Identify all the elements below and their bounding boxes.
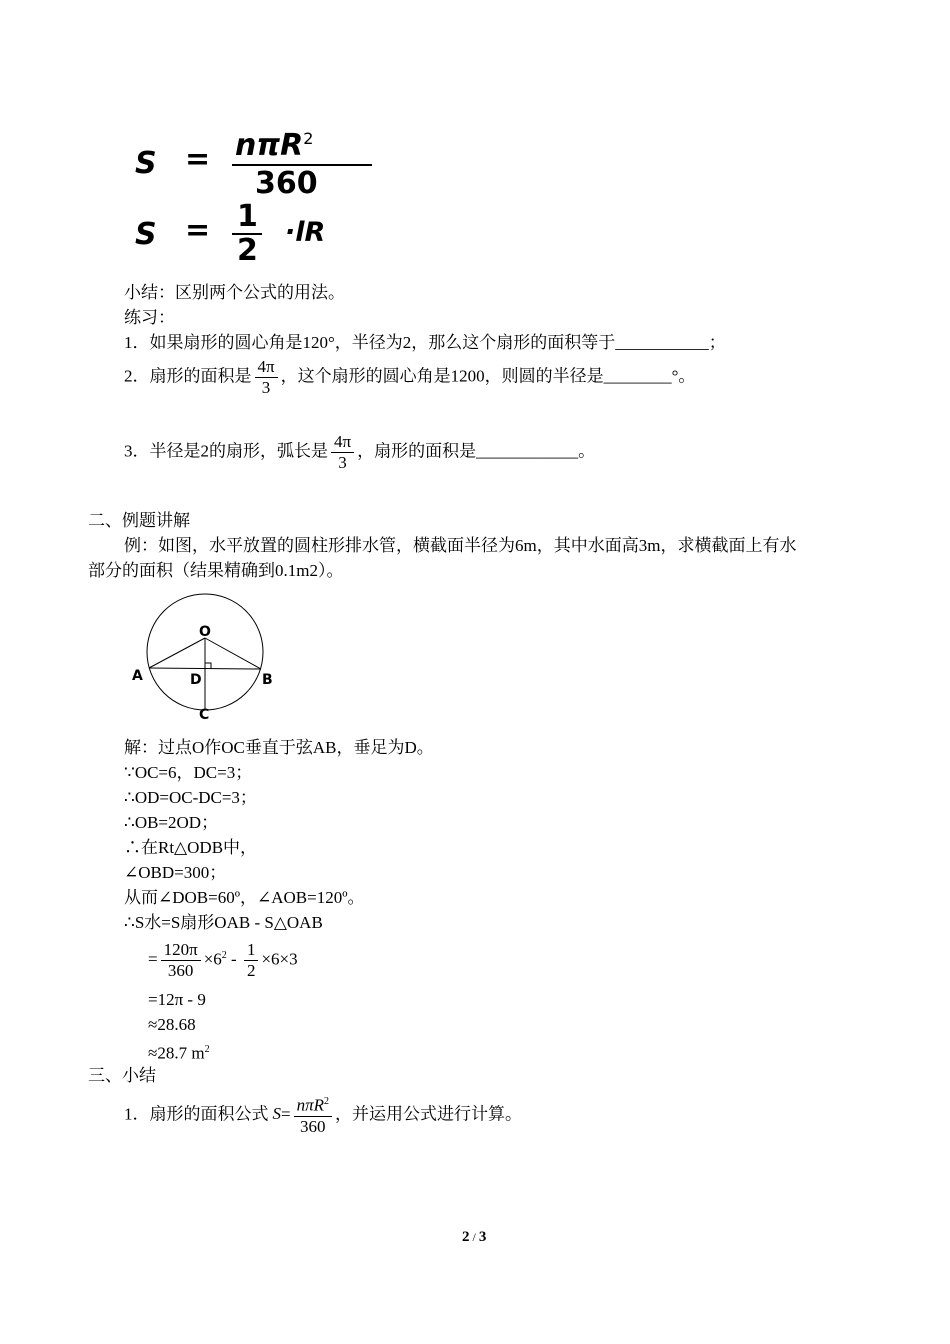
exercise-3-fraction: $\frac{4\pi}{3}$ xyxy=(331,432,354,473)
exercise-3: 3．半径是2的扇形，弧长是 $\frac{4\pi}{3}$ ，扇形的面积是____________。 xyxy=(124,432,596,472)
practice-heading: 练习： xyxy=(124,308,175,327)
label-c: C xyxy=(199,707,210,723)
calculation-line-1: = $\frac{120\pi}{360}$ $\times 6^2$ - $\frac{1}{2}$ ×6×3 xyxy=(148,940,298,980)
label-b: B xyxy=(262,672,273,688)
summary-item-1: 1．扇形的面积公式 S= $\frac{n\pi R^2}{360}$ ，并运用公式进行计算。 xyxy=(124,1092,522,1137)
summary-note: 小结：区别两个公式的用法。 xyxy=(124,283,345,302)
exercise-2: 2．扇形的面积是 $\frac{4\pi}{3}$ ，这个扇形的圆心角是1200，则圆的半径是________°。 xyxy=(124,357,696,397)
radius-oa xyxy=(149,638,205,668)
section-3-heading: 三、小结 xyxy=(88,1066,156,1085)
solution-step-8: ∴S水=S扇形OAB - S△OAB xyxy=(124,913,323,932)
section-2-heading: 二、例题讲解 xyxy=(88,511,190,530)
summary-fraction: $\frac{n\pi R^2}{360}$ xyxy=(294,1092,332,1137)
solution-step-2: ∵OC=6，DC=3； xyxy=(124,763,253,782)
exercise-1: 1．如果扇形的圆心角是120°，半径为2，那么这个扇形的面积等于___________； xyxy=(124,333,726,352)
calculation-line-3: ≈28.68 xyxy=(148,1015,196,1034)
label-o: O xyxy=(199,624,211,640)
label-d: D xyxy=(190,672,202,688)
solution-step-1: 解：过点O作OC垂直于弦AB，垂足为D。 xyxy=(124,738,434,757)
solution-step-4: ∴OB=2OD； xyxy=(124,813,219,832)
circle-diagram xyxy=(125,590,295,730)
solution-step-7: 从而∠DOB=60º，∠AOB=120º。 xyxy=(124,888,365,907)
radius-ob xyxy=(205,638,261,669)
formula1-numerator: nπR$^2$ xyxy=(235,128,314,163)
label-a: A xyxy=(132,668,143,684)
calc1-fraction-1: $\frac{120\pi}{360}$ xyxy=(161,940,201,981)
exercise-2-fraction: $\frac{4\pi}{3}$ xyxy=(255,357,278,398)
solution-step-6: ∠OBD=300； xyxy=(124,863,227,882)
solution-step-5: ∴在Rt△ODB中， xyxy=(124,838,258,857)
calculation-line-2: =12π - 9 xyxy=(148,990,206,1009)
example-text-line-2: 部分的面积（结果精确到0.1m2）。 xyxy=(88,561,344,580)
calc1-fraction-2: $\frac{1}{2}$ xyxy=(244,940,259,981)
calculation-line-4: ≈28.7 $m^2$ xyxy=(148,1043,210,1063)
page-number: 2 / 3 xyxy=(462,1229,487,1245)
document-page: S = nπR$^2$ 360 S = 1 2 ·lR 小结：区别两个公式的用法。 练习： 1．如果扇形的圆心角是120°，半径为2，那么这个扇形的面积等于___________； 2．扇形的面积是 $\frac{4\pi}{3}$ ，这个扇形的圆心角是1200，则圆的半径是________°。 3．半径是2的扇形，弧长是 $\frac{4\pi}{3}$ ，扇形的面积是____________。 二、例题讲解 例：如图，水平放置的圆柱形排水管，横截面半径为6m，其中水面高3m，求横截面上有水 部分的面积（结果精确到0.1m2）。 O A B C D 解：过点O作OC垂直于弦AB，垂足为D。 ∵OC=6，DC=3； ∴OD=OC-DC=3； ∴OB=2OD； ∴在Rt△ODB中， ∠OBD=300； 从而∠DOB=60º，∠AOB=120º。 ∴S水=S扇形OAB - S△OAB = $\frac{120\pi}{360}$ $\times 6^2$ - $\frac{1}{2}$ ×6×3 =12π - 9 ≈28.68 ≈28.7 $m^2$ 三、小结 1．扇形的面积公式 S= $\frac{n\pi R^2}{360}$ ，并运用公式进行计算。 2 / 3 xyxy=(88,128,797,1245)
solution-step-3: ∴OD=OC-DC=3； xyxy=(124,788,257,807)
example-text-line-1: 例：如图，水平放置的圆柱形排水管，横截面半径为6m，其中水面高3m，求横截面上有水 xyxy=(124,536,797,555)
